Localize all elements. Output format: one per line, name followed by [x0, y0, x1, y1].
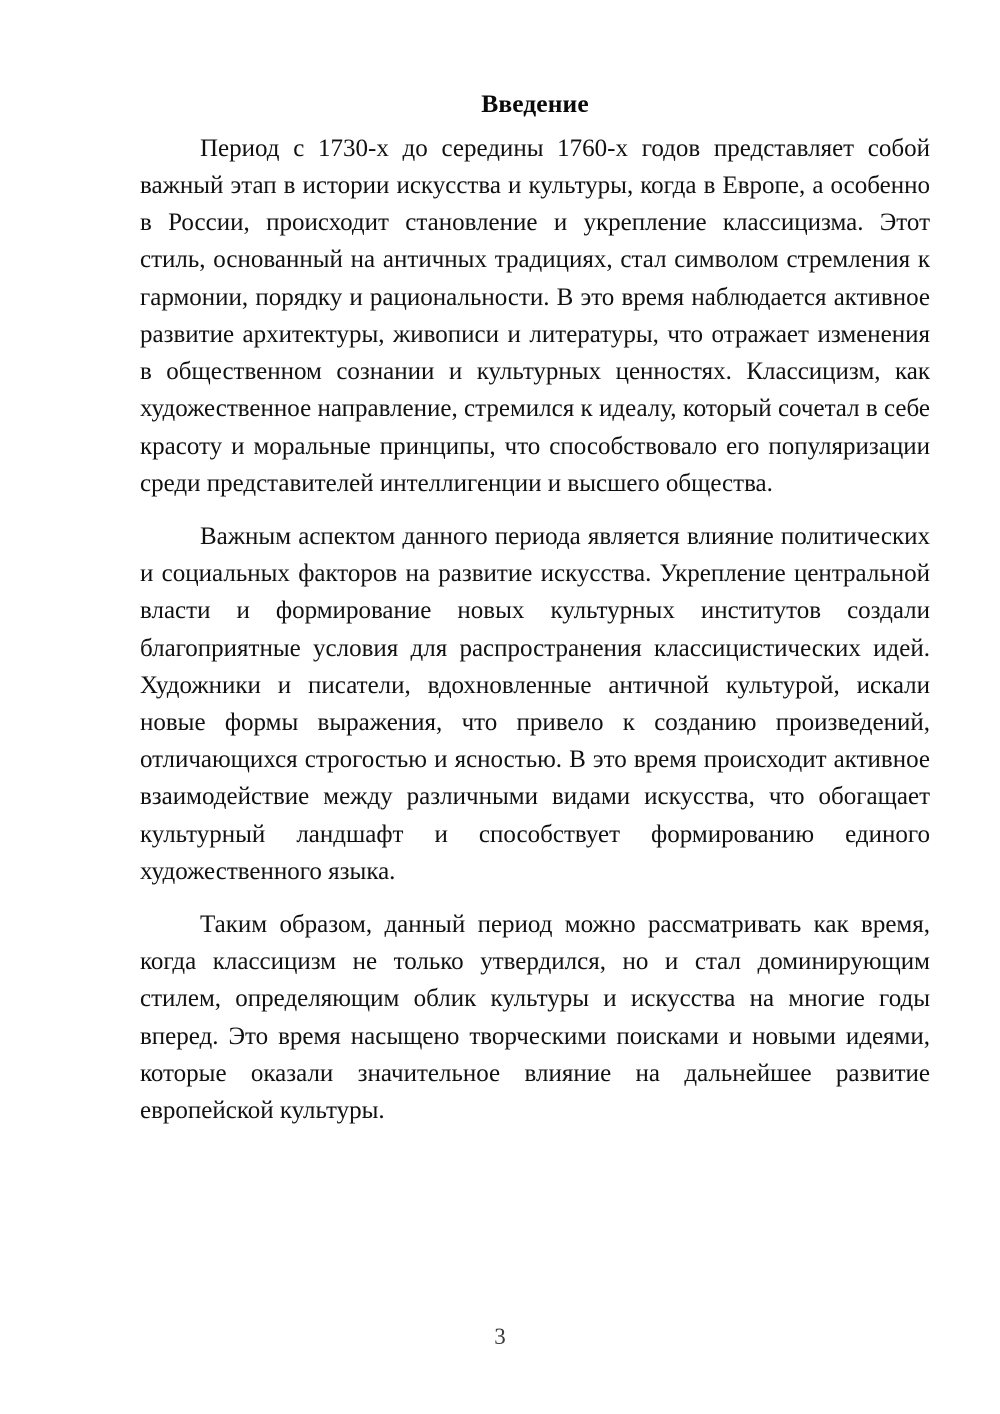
body-paragraph: Важным аспектом данного периода является влияние политических и социальных факторов на развитие искусства. Укрепление центральной власти и формирование новых культурных институтов создали благоприятные условия для распространения классицистических идей. Художники и писатели, вдохновленные античной культурой, искали новые формы выражения, что привело к созданию произведений, отличающихся строгостью и ясностью. В это время происходит активное взаимодействие между различными видами искусства, что обогащает культурный ландшафт и способствует формированию единого художественного языка. [140, 522, 930, 885]
body-paragraph: Таким образом, данный период можно рассматривать как время, когда классицизм не только утвердился, но и стал доминирующим стилем, определяющим облик культуры и искусства на многие годы вперед. Это время насыщено творческими поисками и новыми идеями, которые оказали значительное влияние на дальнейшее развитие европейской культуры. [140, 910, 930, 1124]
page-number: 3 [494, 1324, 506, 1349]
page-title: Введение [481, 89, 589, 118]
body-paragraph: Период с 1730-х до середины 1760-х годов представляет собой важный этап в истории искусства и культуры, когда в Европе, а особенно в России, происходит становление и укрепление классицизма. Этот стиль, основанный на античных традициях, стал символом стремления к гармонии, порядку и рациональности. В это время наблюдается активное развитие архитектуры, живописи и литературы, что отражает изменения в общественном сознании и культурных ценностях. Классицизм, как художественное направление, стремился к идеалу, который сочетал в себе красоту и моральные принципы, что способствовало его популяризации среди представителей интеллигенции и высшего общества. [140, 134, 930, 497]
text-column [140, 88, 930, 1129]
